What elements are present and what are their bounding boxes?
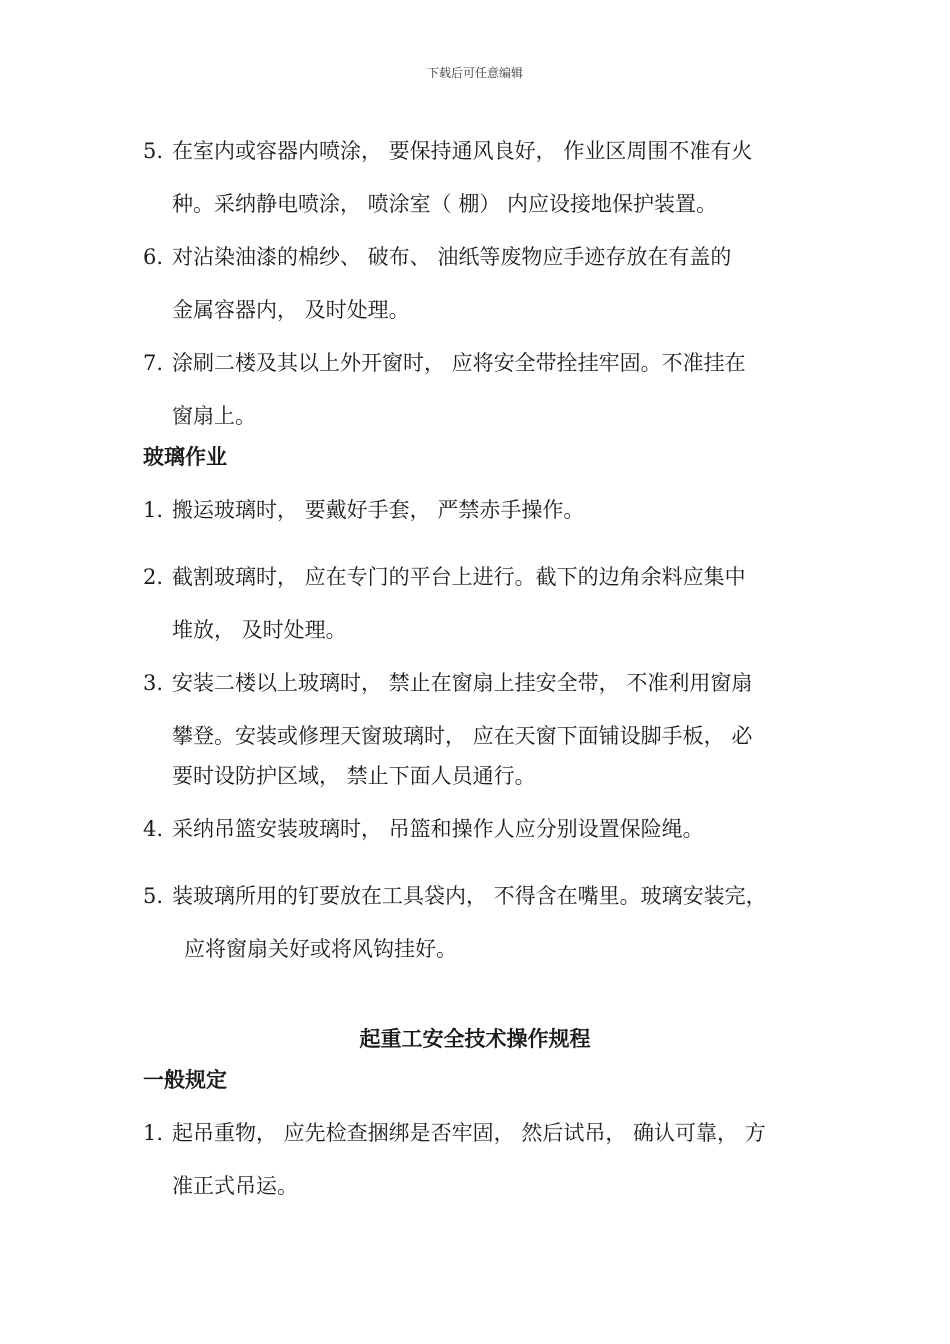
item-number: 5.: [143, 139, 164, 163]
document-title: 起重工安全技术操作规程: [359, 1027, 591, 1051]
item-text: 要时设防护区域， 禁止下面人员通行。: [172, 764, 536, 788]
item-text: 装玻璃所用的钉要放在工具袋内， 不得含在嘴里。玻璃安装完，: [172, 884, 767, 908]
item-text: 截割玻璃时， 应在专门的平台上进行。截下的边角余料应集中: [172, 565, 746, 589]
item-text: 起吊重物， 应先检查捆绑是否牢固， 然后试吊， 确认可靠， 方: [172, 1121, 766, 1145]
item-text: 窗扇上。: [172, 404, 256, 428]
item-text: 种。采纳静电喷涂， 喷涂室（ 棚） 内应设接地保护装置。: [172, 192, 718, 216]
item-text: 安装二楼以上玻璃时， 禁止在窗扇上挂安全带， 不准利用窗扇: [172, 671, 753, 695]
item-number: 7.: [143, 351, 164, 375]
item-number: 3.: [143, 671, 164, 695]
item-number: 2.: [143, 565, 164, 589]
item-text: 搬运玻璃时， 要戴好手套， 严禁赤手操作。: [172, 498, 585, 522]
item-text: 采纳吊篮安装玻璃时， 吊篮和操作人应分别设置保险绳。: [172, 817, 704, 841]
page-header: 下载后可任意编辑: [426, 66, 523, 80]
item-text: 对沾染油漆的棉纱、 破布、 油纸等废物应手迹存放在有盖的: [172, 245, 732, 269]
item-text: 在室内或容器内喷涂， 要保持通风良好， 作业区周围不准有火: [172, 139, 753, 163]
item-number: 1.: [143, 1121, 164, 1145]
item-number: 6.: [143, 245, 164, 269]
section-heading-glass: 玻璃作业: [143, 445, 227, 469]
item-text: 应将窗扇关好或将风钩挂好。: [184, 937, 457, 961]
item-number: 4.: [143, 817, 164, 841]
section-heading-general: 一般规定: [143, 1068, 227, 1092]
item-text: 金属容器内， 及时处理。: [172, 298, 410, 322]
item-text: 堆放， 及时处理。: [172, 618, 347, 642]
item-text: 准正式吊运。: [172, 1174, 298, 1198]
item-number: 1.: [143, 498, 164, 522]
item-number: 5.: [143, 884, 164, 908]
item-text: 涂刷二楼及其以上外开窗时， 应将安全带拴挂牢固。不准挂在: [172, 351, 746, 375]
item-text: 攀登。安装或修理天窗玻璃时， 应在天窗下面铺设脚手板， 必: [172, 724, 753, 748]
